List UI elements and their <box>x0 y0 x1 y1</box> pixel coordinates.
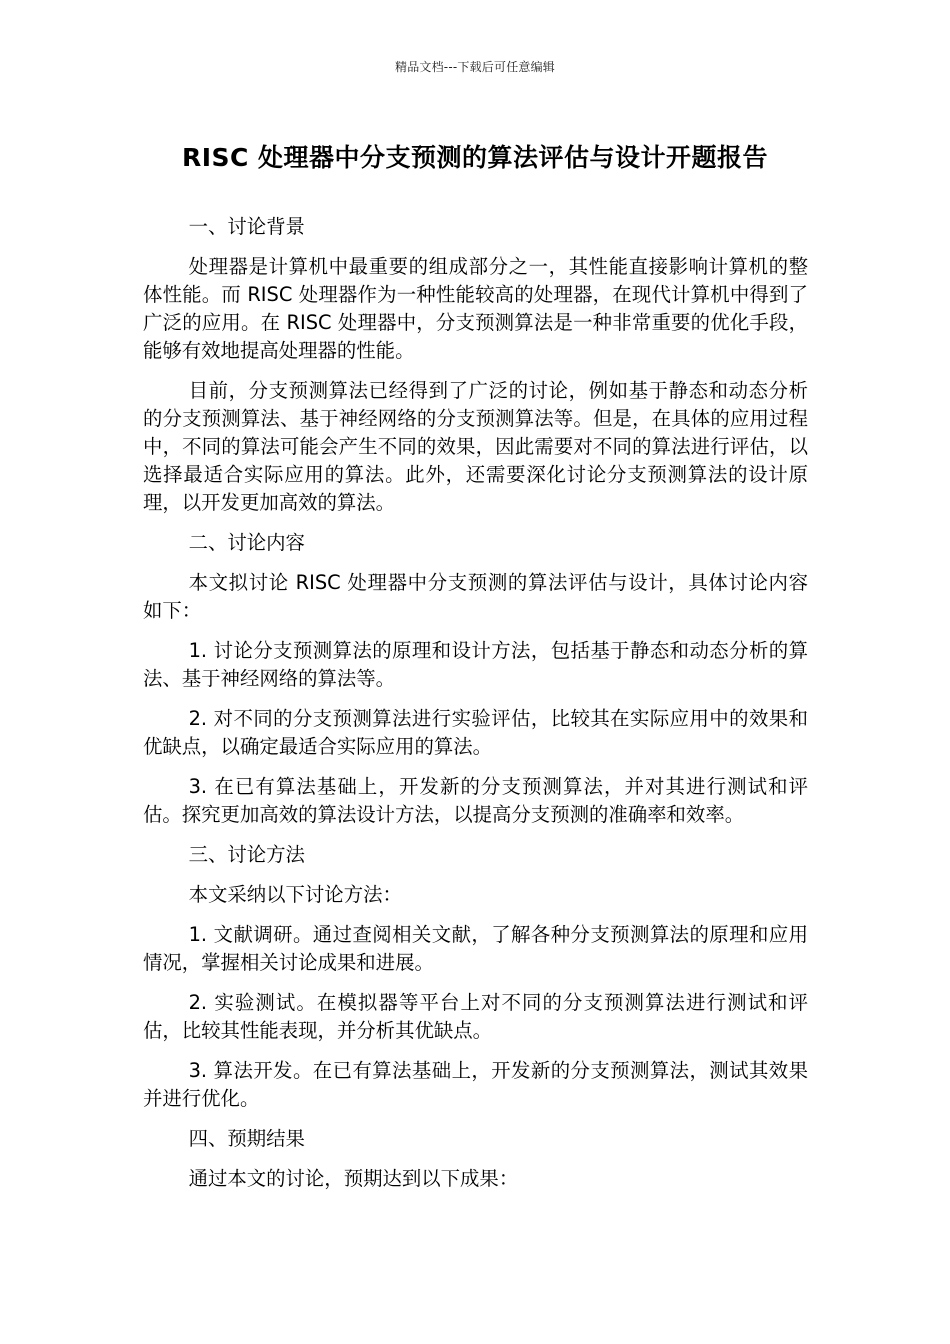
paragraph: 通过本文的讨论，预期达到以下成果： <box>188 1167 519 1190</box>
list-item: 3. 在已有算法基础上，开发新的分支预测算法，并对其进行测试和评估。探究更加高效的算法设计方法，以提高分支预测的准确率和效率。 <box>143 775 808 826</box>
list-item: 1. 讨论分支预测算法的原理和设计方法，包括基于静态和动态分析的算法、基于神经网络的算法等。 <box>143 639 808 690</box>
section-heading-method: 三、讨论方法 <box>188 843 305 866</box>
paragraph: 处理器是计算机中最重要的组成部分之一，其性能直接影响计算机的整体性能。而 RISC 处理器作为一种性能较高的处理器，在现代计算机中得到了广泛的应用。在 RISC 处理器中，分支预测算法是一种非常重要的优化手段，能够有效地提高处理器的性能。 <box>143 255 808 362</box>
list-item: 2. 对不同的分支预测算法进行实验评估，比较其在实际应用中的效果和优缺点，以确定最适合实际应用的算法。 <box>143 707 808 758</box>
paragraph: 本文采纳以下讨论方法： <box>188 883 402 906</box>
list-item: 1. 文献调研。通过查阅相关文献，了解各种分支预测算法的原理和应用情况，掌握相关讨论成果和进展。 <box>143 923 808 974</box>
list-item: 2. 实验测试。在模拟器等平台上对不同的分支预测算法进行测试和评估，比较其性能表现，并分析其优缺点。 <box>143 991 808 1042</box>
header-note: 精品文档---下载后可任意编辑 <box>395 60 555 74</box>
document-title: RISC 处理器中分支预测的算法评估与设计开题报告 <box>181 143 769 172</box>
section-heading-content: 二、讨论内容 <box>188 531 305 554</box>
paragraph: 本文拟讨论 RISC 处理器中分支预测的算法评估与设计，具体讨论内容如下： <box>143 571 808 622</box>
section-heading-background: 一、讨论背景 <box>188 215 305 238</box>
document-body <box>143 213 808 1205</box>
section-heading-expected-results: 四、预期结果 <box>188 1127 305 1150</box>
paragraph: 目前，分支预测算法已经得到了广泛的讨论，例如基于静态和动态分析的分支预测算法、基于神经网络的分支预测算法等。但是，在具体的应用过程中，不同的算法可能会产生不同的效果，因此需要对不同的算法进行评估，以选择最适合实际应用的算法。此外，还需要深化讨论分支预测算法的设计原理，以开发更加高效的算法。 <box>143 379 808 514</box>
list-item: 3. 算法开发。在已有算法基础上，开发新的分支预测算法，测试其效果并进行优化。 <box>143 1059 808 1110</box>
